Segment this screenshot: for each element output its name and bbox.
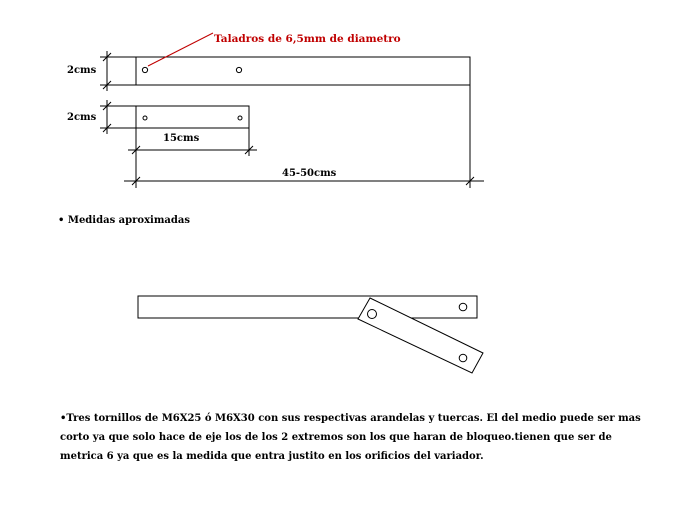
long-length-label: 45-50cms [282,168,337,179]
long-bar [136,57,470,85]
dimension-height-bottom [100,100,136,134]
assembled-long-bar [138,296,477,318]
measurements-note: • Medidas aproximadas [58,215,191,226]
dimension-height-top [100,51,136,91]
assembled-view [138,296,483,373]
short-length-label: 15cms [163,133,200,144]
height-bottom-label: 2cms [67,112,97,123]
height-top-label: 2cms [67,65,97,76]
short-bar [136,106,249,128]
holes-label: Taladros de 6,5mm de diametro [214,33,401,45]
screws-note: •Tres tornillos de M6X25 ó M6X30 con sus respectivas arandelas y tuercas. El del medio puede ser mas corto ya que solo hace de eje los de los 2 extremos son los que haran de bloqueo.tienen que ser de metrica 6 ya que es la medida que entra justito en los orificios del variador. [60,413,641,462]
